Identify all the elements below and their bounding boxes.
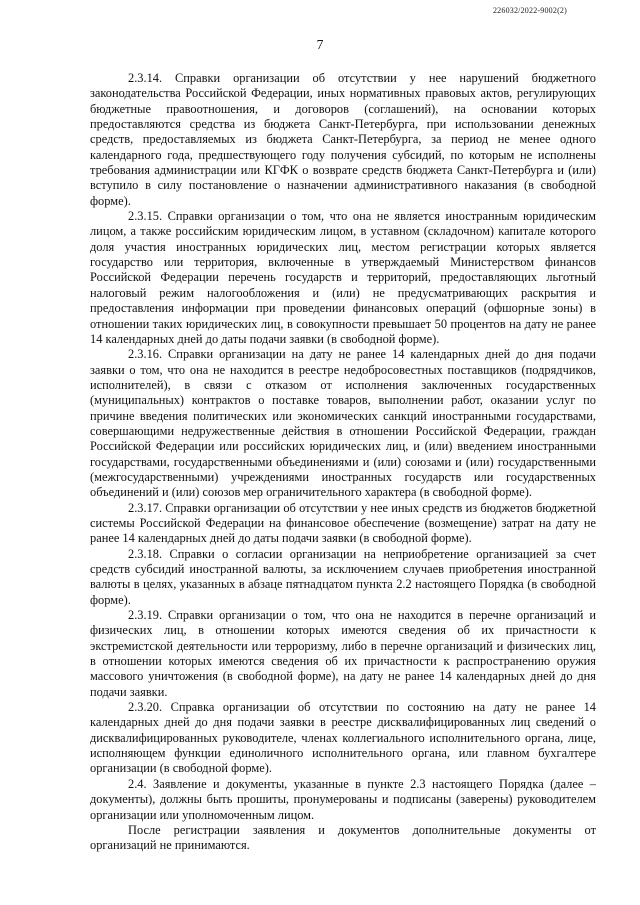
page-number: 7 (316, 37, 324, 52)
document-number: 226032/2022-9002(2) (492, 6, 567, 15)
paragraph-2-4: 2.4. Заявление и документы, указанные в пункте 2.3 настоящего Порядка (далее – документы), должны быть прошиты, пронумерованы и подписаны (заверены) руководителем организации или уполномоченным лицом. (90, 776, 596, 822)
paragraph-2-3-18: 2.3.18. Справки о согласии организации на неприобретение организацией за счет средств субсидий иностранной валюты, за исключением случаев приобретения иностранной валюты в целях, указанных в абзаце пятнадцатом пункта 2.2 настоящего Порядка (в свободной форме). (90, 546, 596, 607)
document-body (90, 71, 596, 854)
paragraph-2-3-20: 2.3.20. Справка организации об отсутствии по состоянию на дату не ранее 14 календарных дней до дня подачи заявки в реестре дисквалифицированных лиц сведений о дисквалифицированных руководителе, членах коллегиального исполнительного органа, лице, исполняющем функции единоличного исполнительного органа, или главном бухгалтере организации (в свободной форме). (90, 700, 596, 776)
paragraph-2-3-14: 2.3.14. Справки организации об отсутствии у нее нарушений бюджетного законодательства Российской Федерации, иных нормативных правовых актов, регулирующих бюджетные правоотношения, и договоров (соглашений), на основании которых предоставляются средства из бюджета Санкт-Петербурга, при использовании денежных средств, предоставляемых из бюджета Санкт-Петербурга, за период не менее одного календарного года, предшествующего году получения субсидий, по которым не исполнены требования администрации или КГФК о возврате средств бюджета Санкт-Петербурга и (или) вступило в силу постановление о назначении административного наказания (в свободной форме). (90, 71, 596, 208)
paragraph-closing: После регистрации заявления и документов дополнительные документы от организаций не принимаются. (90, 822, 596, 853)
paragraph-2-3-16: 2.3.16. Справки организации на дату не ранее 14 календарных дней до дня подачи заявки о том, что она не находится в реестре недобросовестных поставщиков (подрядчиков, исполнителей), в связи с отказом от исполнения заключенных государственных (муниципальных) контрактов о поставке товаров, выполнении работ, оказании услуг по причине введения политических или экономических санкций иностранными государствами, совершающими недружественные действия в отношении Российской Федерации, граждан Российской Федерации или российских юридических лиц, и (или) введением иностранными государствами, государственными объединениями и (или) союзами и (или) государственными (межгосударственными) учреждениями иностранных государств или государственных объединений и (или) союзов мер ограничительного характера (в свободной форме). (90, 347, 596, 500)
paragraph-2-3-15: 2.3.15. Справки организации о том, что она не является иностранным юридическим лицом, а также российским юридическим лицом, в уставном (складочном) капитале которого доля участия иностранных юридических лиц, местом регистрации которых является государство или территория, включенные в утверждаемый Министерством финансов Российской Федерации перечень государств и территорий, предоставляющих льготный налоговый режим налогообложения и (или) не предусматривающих раскрытия и предоставления информации при проведении финансовых операций (офшорные зоны) в отношении таких юридических лиц, в совокупности превышает 50 процентов на дату не ранее 14 календарных дней до даты подачи заявки (в свободной форме). (90, 209, 596, 346)
paragraph-2-3-19: 2.3.19. Справки организации о том, что она не находится в перечне организаций и физических лиц, в отношении которых имеются сведения об их причастности к экстремистской деятельности или терроризму, либо в перечне организаций и физических лиц, в отношении которых имеются сведения об их причастности к распространению оружия массового уничтожения (в свободной форме), на дату не ранее 14 календарных дней до дня подачи заявки. (90, 608, 596, 699)
paragraph-2-3-17: 2.3.17. Справки организации об отсутствии у нее иных средств из бюджетов бюджетной системы Российской Федерации на финансовое обеспечение (возмещение) затрат на дату не ранее 14 календарных дней до даты подачи заявки (в свободной форме). (90, 500, 596, 546)
